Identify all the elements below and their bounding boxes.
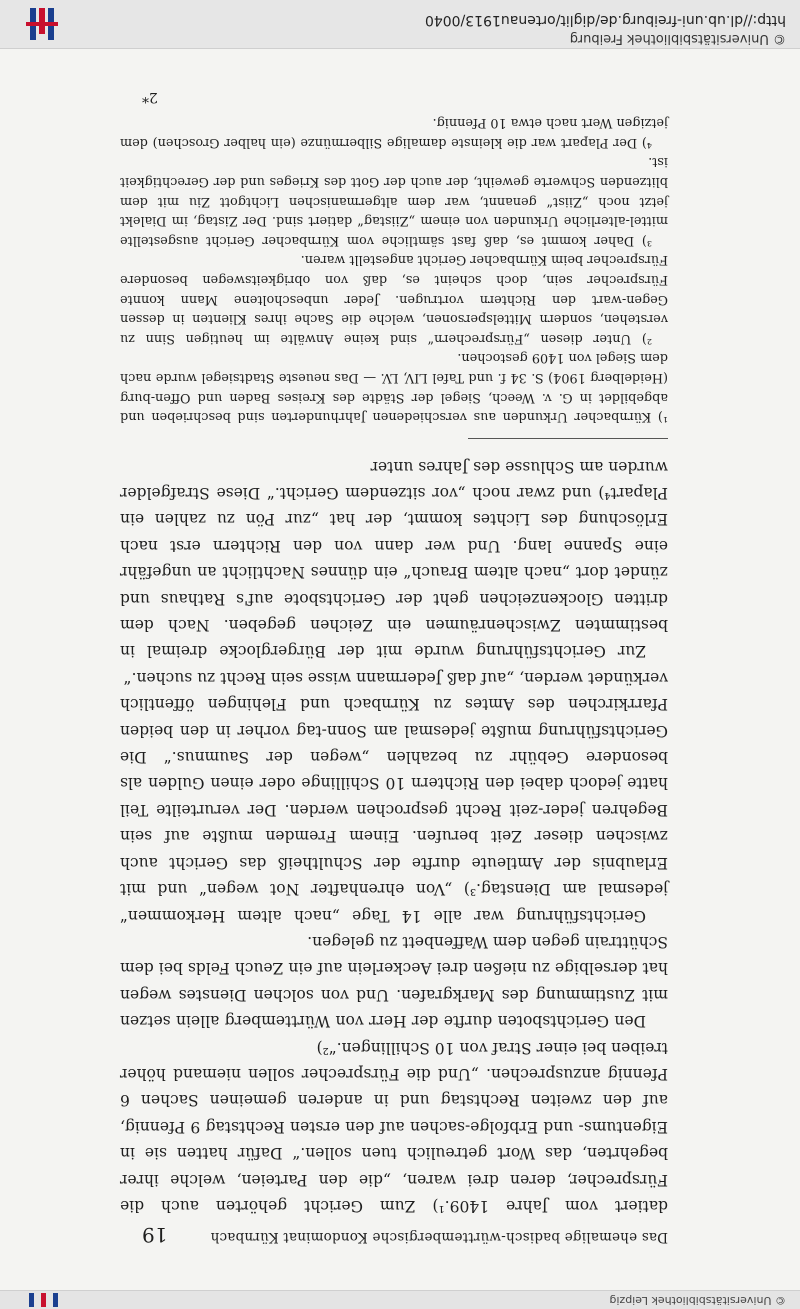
footnote: ¹) Kürnbacher Urkunden aus verschiedenen Jahrhunderten sind beschrieben und abgebildet in G. v. Weech, Siegel der Städte des Kreises Baden und Offen-burg (Heidelberg 1904) S. 34 f. und Tafel LIV, LV. — Das neueste Stadtsiegel wurde nach dem Siegel von 1409 gestochen. [120,350,668,425]
page-number: 19 [142,1223,168,1247]
body-paragraph: Gerichtsführung war alle 14 Tage „nach altem Herkommen“ jedesmal am Dienstag.³) „Von ehrenhafter Not wegen“ und mit Erlaubnis der Amtleute durfte der Schultheiß das Gericht auch zwischen dieser Zeit berufen. Einem Fremden mußte auf sein Begehren jeder-zeit Recht gesprochen werden. Der verurteilte Teil hatte jedoch dabei den Richtern 10 Schillinge oder einen Gulden als besondere Gebühr zu bezahlen „wegen der Saumnus.“ Die Gerichtsführung mußte jedesmal am Sonn-tag vorher in den beiden Pfarrkirchen des Amtes zu Kürnbach und Flehingen öffentlich verkündet werden, „auf daß Jedermann wisse sein Recht zu suchen.“ [120,668,668,925]
university-logo-icon [22,4,62,44]
viewer-top-bar [0,1290,800,1309]
running-title: Das ehemalige badisch-württembergische Kondominat Kürnbach [210,1229,668,1245]
body-paragraph: datiert vom Jahre 1409.¹) Zum Gericht gehörten auch die Fürsprecher, deren drei waren, „die den Parteien, welche ihrer begehrten, das Wort getreulich tuen sollen.“ Dafür hatten sie in Eigentums- und Erbfolge-sachen auf den ersten Rechtstag 9 Pfennig, auf den zweiten Rechtstag und in anderen gemeinen Sachen 6 Pfennig anzusprechen. „Und die Fürsprecher sollen niemand höher treiben bei einer Straf von 10 Schillingen.“²) [120,1038,668,1215]
signature-mark: 2* [142,88,158,105]
footnote: ²) Unter diesen „Fürsprechern“ sind keine Anwälte im heutigen Sinn zu verstehen, sondern Mittelspersonen, welche die Sache ihres Klienten in dessen Gegen-wart den Richtern vortrugen. Jeder unbescholtene Mann konnte Fürsprecher sein, doch scheint es, daß von obrigkeitswegen besondere Fürsprecher beim Kürnbacher Gericht angestellt waren. [120,252,668,346]
page-content [120,89,668,1247]
running-head [120,1219,668,1247]
bottom-copyright: © Universitätsbibliothek Freiburg [569,31,786,46]
footnote-rule [468,438,668,439]
footnote: ³) Daher kommt es, daß fast sämtliche vom Kürnbacher Gericht ausgestellte mittel-alterliche Urkunden von einem „Ziistag“ datiert sind. Der Zistag, im Dialekt jetzt noch „Ziist“ genannt, war dem altgermanischen Lichtgott Ziu mit dem blitzenden Schwerte geweiht, der auch der Gott des Krieges und der Gerechtigkeit ist. [120,154,668,248]
body-paragraph: Zur Gerichtsführung wurde mit der Bürgerglocke dreimal in bestimmten Zwischenräumen ein Zeichen gegeben. Nach dem dritten Glockenzeichen geht der Gerichtsbote auf's Rathaus und zündet dort „nach altem Brauch“ ein dünnes Nachtlicht an ungefähr eine Spanne lang. Und wer dann von den Richtern erst nach Erlöschung des Lichtes kommt, der hat „zur Pön zu zahlen ein Plapart⁴) und zwar noch „vor sitzendem Gericht.“ Diese Strafgelder wurden am Schlusse des Jahres unter [120,457,668,661]
source-url-link[interactable]: http://dl.ub.uni-freiburg.de/diglit/ortenau1913/0040 [424,12,786,28]
viewer-bottom-bar [0,0,800,49]
footnote: ⁴) Der Plapart war die kleinste damalige Silbermünze (ein halber Groschen) dem jetzigen Wert nach etwa 10 Pfennig. [120,115,668,150]
body-paragraph: Den Gerichtsboten durfte der Herr von Württemberg allein setzen mit Zustimmung des Markgrafen. Und von solchen Dienstes wegen hat derselbige zu nießen drei Aeckerlein auf ein Zeuch Felds bei dem Schüttrain gegen dem Waffenbett zu gelegen. [120,932,668,1031]
top-copyright: © Universitätsbibliothek Leipzig [609,1294,786,1307]
library-logo-icon [24,1293,64,1307]
